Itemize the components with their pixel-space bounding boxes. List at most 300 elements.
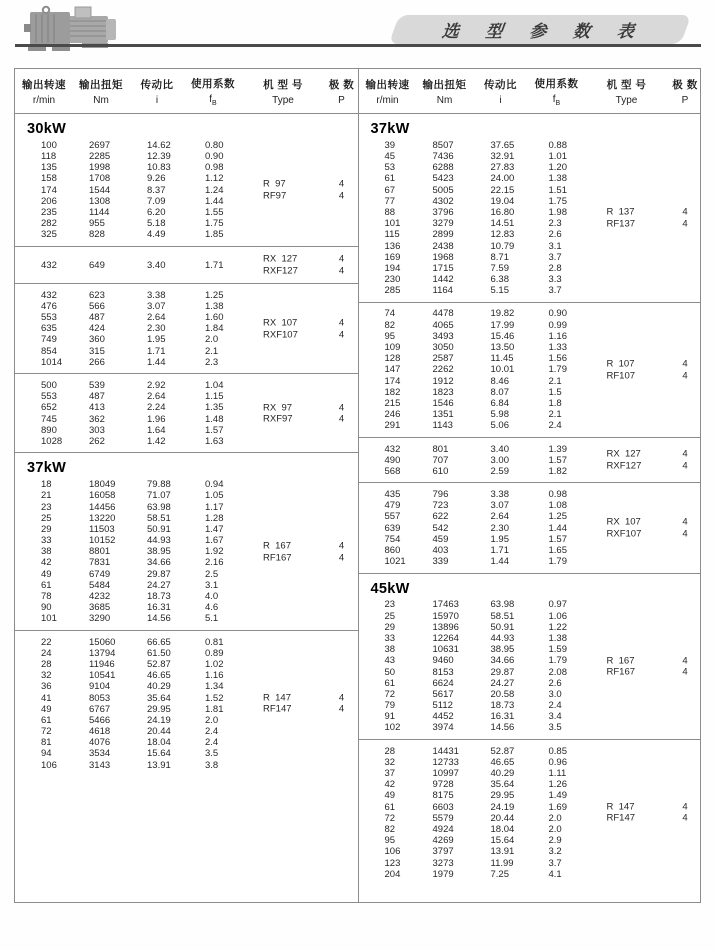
cell-service-factor: 1.75 [548,195,567,207]
cell-service-factor: 2.0 [548,823,562,835]
cell-service-factor: 1.65 [548,545,567,557]
table-column-left [15,69,358,902]
cell-speed: 32 [384,756,396,768]
cell-speed: 42 [41,557,52,569]
type-block [585,207,701,230]
cell-speed: 169 [384,251,401,263]
header-output-speed: 输出转速 r/min [22,78,66,106]
cell-torque: 3493 [432,330,454,342]
cell-speed: 61 [384,173,396,185]
cell-torque: 1998 [89,162,111,174]
cell-torque: 8053 [89,692,111,704]
cell-torque: 7436 [432,151,454,163]
cell-ratio: 52.87 [490,745,515,757]
table-body-right [359,114,701,902]
cell-speed: 101 [384,218,401,230]
cell-ratio: 66.65 [147,636,171,648]
cell-service-factor: 2.1 [548,409,562,421]
cell-torque: 12733 [432,756,459,768]
cell-service-factor: 1.25 [205,289,224,301]
type-label: RX 127 [606,448,641,460]
type-label: RXF107 [263,329,298,341]
cell-service-factor: 1.44 [548,522,567,534]
cell-service-factor: 1.08 [548,500,567,512]
cell-ratio: 1.95 [490,533,509,545]
cell-speed: 67 [384,184,396,196]
cell-speed: 25 [41,512,52,524]
cell-service-factor: 1.57 [548,454,567,466]
cell-ratio: 22.15 [490,184,515,196]
cell-ratio: 12.39 [147,151,171,163]
cell-service-factor: 1.81 [205,703,224,715]
cell-torque: 828 [89,229,105,241]
cell-speed: 291 [384,420,401,432]
cell-speed: 182 [384,386,401,398]
cell-ratio: 20.58 [490,688,515,700]
cell-speed: 72 [384,812,396,824]
cell-torque: 623 [89,289,105,301]
table-row [15,491,358,502]
cell-ratio: 1.96 [147,413,166,425]
cell-ratio: 4.49 [147,229,166,241]
cell-service-factor: 1.33 [548,342,567,354]
cell-speed: 101 [41,613,57,625]
type-label: R 97 [263,178,286,190]
table-row [15,391,358,402]
cell-speed: 38 [384,644,396,656]
table-header [15,69,358,114]
poles-value: 4 [682,528,688,540]
header-rule [15,44,701,47]
table-row [15,760,358,771]
cell-service-factor: 1.98 [548,206,567,218]
type-line [241,318,358,330]
cell-speed: 476 [41,300,57,312]
cell-torque: 1968 [432,251,454,263]
cell-speed: 25 [384,610,396,622]
type-label: RXF127 [606,460,642,472]
cell-speed: 479 [384,500,401,512]
type-label: RF167 [263,552,292,564]
cell-speed: 432 [41,259,57,271]
cell-service-factor: 1.57 [548,533,567,545]
cell-service-factor: 1.47 [205,523,224,535]
table-row [359,174,701,185]
cell-service-factor: 0.85 [548,745,567,757]
table-row [359,140,701,151]
header-output-torque: 输出扭矩 Nm [79,78,123,106]
poles-value: 4 [338,178,345,190]
cell-service-factor: 1.05 [205,490,224,502]
cell-ratio: 63.98 [490,599,515,611]
header-poles: 极 数 P [328,78,355,106]
cell-ratio: 15.64 [490,835,515,847]
cell-service-factor: 2.5 [205,568,219,580]
cell-speed: 88 [384,206,396,218]
cell-service-factor: 1.79 [548,655,567,667]
type-line [585,517,701,529]
cell-ratio: 18.04 [490,823,515,835]
header-model-type: 机 型 号 Type [606,78,647,106]
cell-service-factor: 0.81 [205,636,224,648]
cell-speed: 77 [384,195,396,207]
type-label: RX 97 [263,402,293,414]
cell-ratio: 14.62 [147,139,171,151]
table-row [359,768,701,779]
cell-torque: 6603 [432,801,454,813]
poles-value: 4 [338,540,345,552]
cell-service-factor: 1.79 [548,556,567,568]
cell-torque: 649 [89,259,105,271]
cell-speed: 29 [384,621,396,633]
table-row [359,858,701,869]
cell-speed: 432 [384,443,401,455]
cell-ratio: 24.27 [490,677,515,689]
cell-torque: 424 [89,323,105,335]
cell-ratio: 14.56 [490,722,515,734]
cell-speed: 94 [41,748,52,760]
cell-torque: 1308 [89,195,111,207]
cell-service-factor: 1.44 [205,195,224,207]
table-row [15,425,358,436]
poles-value: 4 [338,317,345,329]
data-block [359,746,701,880]
cell-service-factor: 1.82 [548,465,567,477]
cell-torque: 13220 [89,512,116,524]
cell-torque: 339 [432,556,449,568]
cell-speed: 635 [41,323,57,335]
cell-ratio: 24.00 [490,173,515,185]
cell-ratio: 3.07 [490,500,509,512]
cell-speed: 890 [41,424,57,436]
cell-service-factor: 1.59 [548,644,567,656]
cell-ratio: 34.66 [490,655,515,667]
cell-service-factor: 1.55 [205,206,224,218]
cell-service-factor: 2.6 [548,677,562,689]
cell-speed: 500 [41,380,57,392]
poles-value: 4 [338,413,345,425]
table-row [359,824,701,835]
table-row [359,633,701,644]
table-section [15,630,358,776]
cell-torque: 9104 [89,681,111,693]
cell-torque: 4269 [432,835,454,847]
cell-service-factor: 1.06 [548,610,567,622]
cell-service-factor: 2.4 [548,700,562,712]
cell-service-factor: 1.52 [205,692,224,704]
cell-service-factor: 3.0 [548,688,562,700]
table-row [15,591,358,602]
cell-speed: 204 [384,868,401,880]
table-row [15,151,358,162]
table-row [359,331,701,342]
type-line [241,265,358,277]
cell-speed: 78 [41,591,52,603]
cell-ratio: 18.73 [490,700,515,712]
table-row [15,218,358,229]
type-line [585,359,701,371]
table-section [359,482,701,572]
table-row [359,285,701,296]
type-label: R 167 [263,540,291,552]
type-line [585,801,701,813]
table-row [15,380,358,391]
cell-service-factor: 0.99 [548,319,567,331]
cell-ratio: 6.20 [147,206,166,218]
cell-torque: 3797 [432,846,454,858]
cell-ratio: 29.95 [147,703,171,715]
cell-torque: 18049 [89,479,116,491]
poles-value: 4 [338,329,345,341]
cell-service-factor: 2.6 [548,229,562,241]
cell-service-factor: 3.4 [548,711,562,723]
cell-speed: 50 [384,666,396,678]
cell-ratio: 10.79 [490,240,515,252]
cell-ratio: 2.92 [147,380,166,392]
cell-speed: 854 [41,345,57,357]
table-row [15,682,358,693]
table-row [15,357,358,368]
table-row [15,737,358,748]
gearmotor-photo [22,3,126,62]
type-label: RF167 [606,666,636,678]
table-row [359,791,701,802]
cell-speed: 100 [41,139,57,151]
cell-speed: 128 [384,353,401,365]
cell-service-factor: 3.3 [548,274,562,286]
table-section [359,437,701,483]
table-row [359,600,701,611]
cell-ratio: 1.44 [490,556,509,568]
cell-torque: 539 [89,380,105,392]
table-row [15,230,358,241]
cell-service-factor: 1.25 [548,511,567,523]
cell-torque: 12264 [432,632,459,644]
cell-torque: 2587 [432,353,454,365]
poles-value: 4 [682,812,688,824]
cell-ratio: 40.29 [147,681,171,693]
cell-speed: 235 [41,206,57,218]
table-row [359,162,701,173]
cell-service-factor: 4.0 [205,591,219,603]
cell-service-factor: 2.3 [205,356,219,368]
cell-service-factor: 1.92 [205,546,224,558]
table-row [359,196,701,207]
cell-service-factor: 2.1 [548,375,562,387]
cell-torque: 2262 [432,364,454,376]
table-row [359,700,701,711]
cell-service-factor: 1.38 [548,632,567,644]
type-label: RXF127 [263,265,298,277]
cell-service-factor: 0.98 [205,162,224,174]
type-block [241,541,358,564]
cell-speed: 1028 [41,435,63,447]
data-block [15,479,358,624]
cell-speed: 754 [384,533,401,545]
cell-ratio: 1.71 [490,545,509,557]
cell-ratio: 34.66 [147,557,171,569]
cell-speed: 91 [384,711,396,723]
cell-torque: 5484 [89,579,111,591]
table-row [359,723,701,734]
poles-value: 4 [338,692,345,704]
cell-ratio: 13.91 [147,759,171,771]
table-row [359,409,701,420]
data-block [359,444,701,478]
cell-service-factor: 4.6 [205,602,219,614]
type-label: RX 107 [263,317,298,329]
cell-speed: 282 [41,218,57,230]
type-line [585,218,701,230]
cell-ratio: 16.31 [147,602,171,614]
cell-ratio: 16.31 [490,711,515,723]
cell-service-factor: 1.63 [205,435,224,447]
cell-speed: 61 [384,677,396,689]
cell-ratio: 2.64 [147,312,166,324]
cell-ratio: 58.51 [490,610,515,622]
cell-service-factor: 2.16 [205,557,224,569]
cell-ratio: 50.91 [490,621,515,633]
type-block [241,318,358,341]
table-row [359,274,701,285]
type-block [585,517,701,540]
cell-ratio: 11.99 [490,857,514,869]
cell-torque: 3974 [432,722,454,734]
cell-torque: 4618 [89,726,111,738]
cell-service-factor: 3.7 [548,251,562,263]
table-row [15,140,358,151]
cell-speed: 23 [384,599,396,611]
cell-service-factor: 2.4 [205,737,219,749]
table-row [359,387,701,398]
cell-torque: 10152 [89,535,116,547]
type-block [241,402,358,425]
table-row [359,746,701,757]
cell-ratio: 5.18 [147,218,166,230]
cell-torque: 4452 [432,711,454,723]
table-row [359,252,701,263]
table-row [359,869,701,880]
cell-ratio: 19.82 [490,308,515,320]
table-row [359,185,701,196]
cell-speed: 95 [384,835,396,847]
cell-ratio: 7.59 [490,262,509,274]
table-row [15,513,358,524]
cell-ratio: 2.59 [490,465,509,477]
cell-torque: 5466 [89,714,111,726]
cell-ratio: 17.99 [490,319,515,331]
cell-torque: 723 [432,500,449,512]
poles-value: 4 [682,370,688,382]
cell-service-factor: 0.88 [548,139,567,151]
cell-service-factor: 3.5 [548,722,562,734]
cell-torque: 4924 [432,823,454,835]
table-section [15,246,358,283]
cell-speed: 28 [384,745,396,757]
data-block [359,489,701,567]
cell-speed: 74 [384,308,396,320]
cell-service-factor: 1.51 [548,184,567,196]
type-line [585,655,701,667]
table-row [359,622,701,633]
cell-service-factor: 0.90 [205,151,224,163]
cell-ratio: 24.27 [147,579,171,591]
cell-speed: 745 [41,413,57,425]
cell-ratio: 1.71 [147,345,166,357]
cell-torque: 10997 [432,768,459,780]
cell-speed: 82 [384,319,396,331]
cell-torque: 1442 [432,274,454,286]
cell-ratio: 29.95 [490,790,515,802]
cell-torque: 9460 [432,655,454,667]
type-line [241,190,358,202]
data-block [15,140,358,241]
cell-torque: 1143 [432,420,453,432]
cell-service-factor: 1.71 [205,259,224,271]
table-row [359,398,701,409]
cell-torque: 5423 [432,173,454,185]
cell-service-factor: 2.4 [548,420,562,432]
type-label: R 107 [606,358,635,370]
cell-ratio: 44.93 [490,632,515,644]
cell-torque: 266 [89,356,105,368]
poles-value: 4 [682,516,688,528]
cell-speed: 49 [384,790,396,802]
cell-service-factor: 1.39 [548,443,567,455]
cell-speed: 33 [41,535,52,547]
cell-torque: 3143 [89,759,111,771]
type-block [585,801,701,824]
cell-ratio: 63.98 [147,501,171,513]
cell-torque: 707 [432,454,449,466]
header-service-factor: 使用系数 $f_B$ [534,77,579,107]
cell-ratio: 3.38 [147,289,166,301]
cell-ratio: 29.87 [490,666,515,678]
cell-speed: 61 [41,714,52,726]
type-line [585,207,701,219]
cell-torque: 8153 [432,666,454,678]
cell-torque: 2899 [432,229,454,241]
cell-torque: 13794 [89,647,116,659]
cell-speed: 215 [384,397,401,409]
table-row [359,644,701,655]
cell-torque: 6767 [89,703,111,715]
cell-speed: 18 [41,479,52,491]
cell-ratio: 1.64 [147,424,166,436]
table-row [359,342,701,353]
cell-speed: 230 [384,274,401,286]
cell-service-factor: 0.89 [205,647,224,659]
table-row [15,670,358,681]
cell-speed: 24 [41,647,52,659]
cell-ratio: 11.45 [490,353,514,365]
type-label: RX 127 [263,253,298,265]
table-row [359,757,701,768]
poles-value: 4 [682,206,688,218]
cell-speed: 23 [41,501,52,513]
cell-service-factor: 1.12 [205,173,224,185]
table-row [359,320,701,331]
power-heading: 37kW [27,460,67,477]
table-header [359,69,701,114]
type-line [241,541,358,553]
cell-ratio: 1.95 [147,334,166,346]
cell-speed: 61 [41,579,52,591]
cell-speed: 435 [384,489,401,501]
table-row [359,421,701,432]
cell-torque: 2285 [89,151,111,163]
cell-speed: 109 [384,342,401,354]
